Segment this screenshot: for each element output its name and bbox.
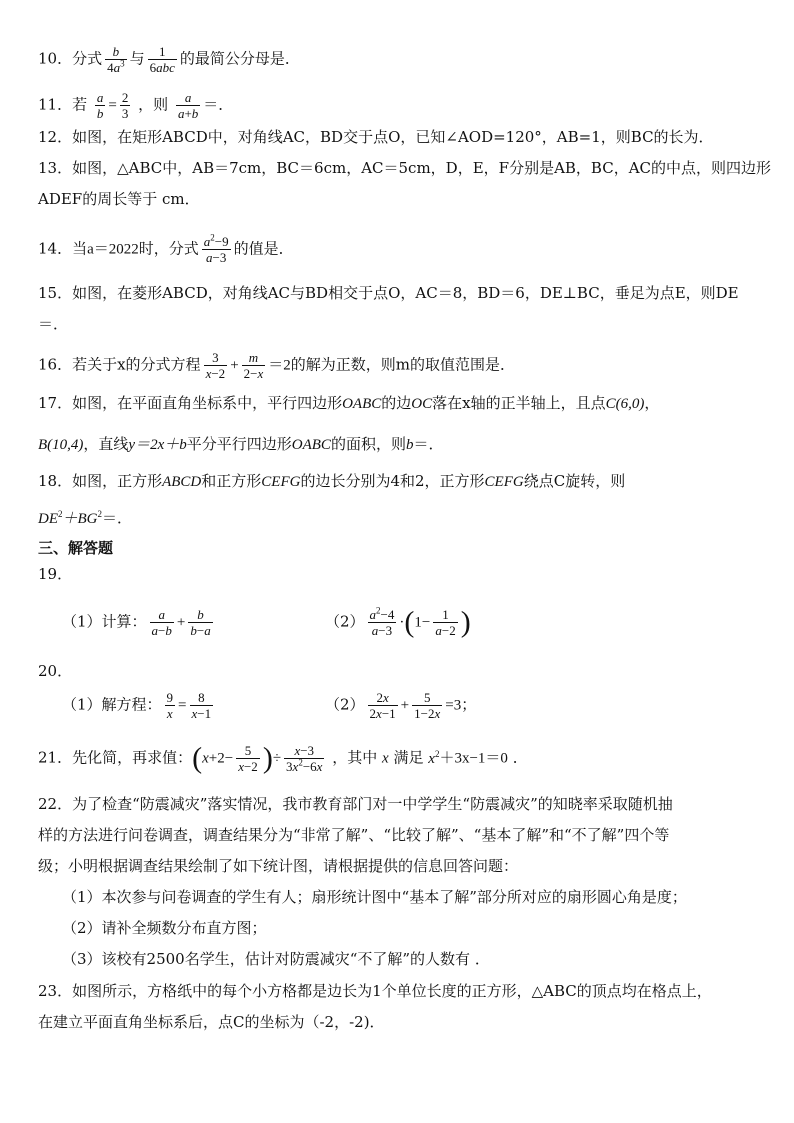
question-22-line2: 样的方法进行问卷调查，调查结果分为“非常了解”、“比较了解”、“基本了解”和“不了解”四个等 xyxy=(38,826,670,844)
fraction-b-over-4a3: $\frac{b}{4a^3}$ xyxy=(107,44,125,75)
fraction-a-over-b: $\frac{a}{b}$ xyxy=(96,90,104,121)
question-15-line1: 15．如图，在菱形ABCD，对角线AC与BD相交于点O，AC＝8，BD＝6，DE⊥BC，垂足为点E，则DE xyxy=(38,284,739,302)
question-23-line2: 在建立平面直角坐标系后，点C的坐标为（-2，-2)． xyxy=(38,1013,385,1031)
question-10: 10．分式 $\frac{b}{4a^3}$ 与 $\frac{1}{\text{6abc}}$ 的最简公分母是． xyxy=(38,44,300,75)
question-23-line1: 23．如图所示，方格纸中的每个小方格都是边长为1个单位长度的正方形，△ABC的顶点均在格点上， xyxy=(38,982,712,1000)
question-18-line1: 18．如图，正方形ABCD和正方形CEFG的边长分别为4和2，正方形CEFG绕点C旋转，则 xyxy=(38,472,626,490)
fraction-a2-9-over-a-3: $\frac{a^2-9}{a-3}$ xyxy=(203,232,229,265)
fraction-a-over-a-plus-b: $\frac{a}{a+b}$ xyxy=(177,90,199,121)
question-19-part1: （1）计算： $\frac{a}{a-b}$ + $\frac{b}{b-a}$ xyxy=(62,607,211,638)
question-15-line2: ＝． xyxy=(38,315,69,333)
question-17-line2: B(10,4)，直线y＝2x＋b平分平行四边形OABC的面积，则b＝． xyxy=(38,435,444,453)
question-21: 21．先化简，再求值：(x+2− $\frac{5}{x-2}$ )÷ $\frac{x-3}{3x^2-6x}$ ，其中 x 满足 $x^2+3x-1=0$ ． xyxy=(38,741,528,775)
fraction-2-over-3: $\frac{2}{3}$ xyxy=(121,90,129,121)
question-14: 14．当a＝2022时，分式 $\frac{a^2-9}{a-3}$ 的值是． xyxy=(38,232,294,265)
question-13-line1: 13．如图，△ABC中，AB＝7cm，BC＝6cm，AC＝5cm，D，E，F分别是AB，BC，AC的中点，则四边形 xyxy=(38,159,772,177)
question-22-sub1: （1）本次参与问卷调查的学生有人；扇形统计图中“基本了解”部分所对应的扇形圆心角是度； xyxy=(62,888,687,906)
fraction-m-over-2-x: $\frac{m}{2-x}$ xyxy=(243,350,264,381)
question-20-number: 20． xyxy=(38,662,73,680)
question-19-number: 19． xyxy=(38,565,73,583)
question-17-line1: 17．如图，在平面直角坐标系中，平行四边形OABC的边OC落在x轴的正半轴上，且点C(6,0)， xyxy=(38,394,660,412)
square-name: CEFG xyxy=(484,474,524,490)
question-22-sub2: （2）请补全频数分布直方图； xyxy=(62,919,267,937)
question-20-part2: （2） $\frac{2x}{2x-1}$ + $\frac{5}{1-2x}$ =3； xyxy=(325,690,477,721)
question-12: 12．如图，在矩形ABCD中，对角线AC，BD交于点O，已知∠AOD=120°，AB=1，则BC的长为． xyxy=(38,128,714,146)
fraction-1-over-6abc: $\frac{1}{\text{6abc}}$ xyxy=(149,44,175,75)
question-16: 16．若关于x的分式方程 $\frac{3}{x-2}$ + $\frac{m}{2-x}$ ＝2的解为正数，则m的取值范围是． xyxy=(38,350,516,381)
question-11: 11．若 $\frac{a}{b}$ = $\frac{2}{3}$ ，则 $\frac{a}{a+b}$ ＝． xyxy=(38,90,234,121)
fraction-3-over-x-2: $\frac{3}{x-2}$ xyxy=(205,350,226,381)
question-22-line1: 22．为了检查“防震减灾”落实情况，我市教育部门对一中学学生“防震减灾”的知晓率采取随机抽 xyxy=(38,795,673,813)
section-heading: 三、解答题 xyxy=(38,539,114,557)
question-13-line2: ADEF的周长等于 cm． xyxy=(38,190,200,208)
question-19-part2: （2） $\frac{a^2-4}{a-3}$ ·(1− $\frac{1}{a-2}$ ) xyxy=(325,605,471,639)
question-18-line2: $DE^2+BG^2=$． xyxy=(38,509,133,527)
question-20-part1: （1）解方程： $\frac{9}{x}$ = $\frac{8}{x-1}$ xyxy=(62,690,212,721)
question-22-sub3: （3）该校有2500名学生，估计对防震减灾“不了解”的人数有 ． xyxy=(62,950,490,968)
question-22-line3: 级；小明根据调查结果绘制了如下统计图，请根据提供的信息回答问题： xyxy=(38,857,519,875)
parallelogram-name: OABC xyxy=(291,437,331,453)
